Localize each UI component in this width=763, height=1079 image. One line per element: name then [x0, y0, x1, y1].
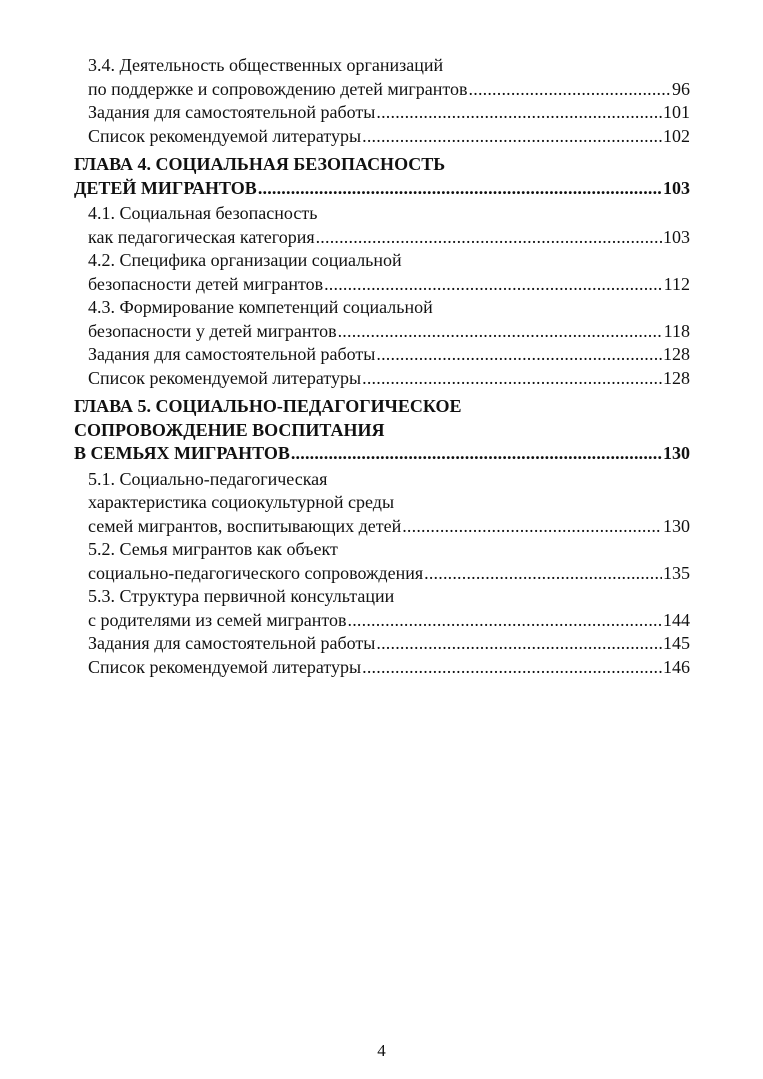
toc-entry — [74, 54, 690, 101]
toc-page-number: 128 — [663, 344, 690, 364]
toc-entry-last-line — [88, 367, 690, 391]
toc-entry-line: 3.4. Деятельность общественных организаций — [88, 55, 444, 75]
dot-leader — [324, 273, 663, 297]
toc-entry-title: семей мигрантов, воспитывающих детей — [88, 515, 402, 536]
toc-page-number: 101 — [663, 102, 690, 122]
toc-entry-last-line — [88, 78, 690, 102]
toc-entry — [74, 585, 690, 632]
dot-leader — [362, 656, 662, 680]
toc-entry-line: 4.2. Специфика организации социальной — [88, 250, 402, 270]
toc-page-number: 146 — [663, 656, 690, 677]
toc-page-number: 130 — [663, 443, 690, 463]
toc-page-number: 128 — [663, 367, 690, 388]
dot-leader — [402, 515, 662, 539]
toc-entry-last-line — [88, 320, 690, 344]
toc-entry-title: Задания для самостоятельной работы — [88, 102, 376, 122]
toc-entry — [74, 538, 690, 585]
toc-entry-title: с родителями из семей мигрантов — [88, 609, 347, 630]
dot-leader — [376, 343, 662, 367]
toc-page-number: 135 — [663, 562, 690, 583]
dot-leader — [376, 101, 662, 125]
toc-entry — [74, 202, 690, 249]
dot-leader — [316, 226, 662, 250]
dot-leader — [469, 78, 671, 102]
toc-entry-title: безопасности детей мигрантов — [88, 273, 324, 294]
dot-leader — [348, 609, 662, 633]
toc-entry-last-line — [88, 656, 690, 680]
toc-entry-title: социально-педагогического сопровождения — [88, 562, 424, 583]
toc-entry-line: ГЛАВА 5. СОЦИАЛЬНО-ПЕДАГОГИЧЕСКОЕ — [74, 396, 462, 416]
toc-entry-last-line — [88, 609, 690, 633]
toc-entry-line: СОПРОВОЖДЕНИЕ ВОСПИТАНИЯ — [74, 419, 385, 440]
toc-entry — [74, 656, 690, 680]
toc-entry-line: 4.3. Формирование компетенций социальной — [88, 297, 433, 317]
toc-entry-title: безопасности у детей мигрантов — [88, 320, 337, 341]
toc-page-number: 103 — [663, 177, 690, 198]
toc-page-number: 144 — [663, 609, 690, 630]
toc-page-number: 112 — [663, 273, 690, 294]
dot-leader — [424, 562, 662, 586]
toc-entry — [74, 343, 690, 367]
toc-page-number: 102 — [663, 125, 690, 146]
toc-entry-line: 5.3. Структура первичной консультации — [88, 586, 395, 606]
toc-entry — [74, 367, 690, 391]
toc-entry-last-line — [74, 442, 690, 466]
toc-entry — [74, 632, 690, 656]
toc-entry-title: Список рекомендуемой литературы — [88, 367, 362, 388]
page-number: 4 — [377, 1041, 386, 1060]
toc-page-number: 145 — [663, 633, 690, 653]
toc-entry-title: ДЕТЕЙ МИГРАНТОВ — [74, 177, 257, 198]
toc-entry-title: В СЕМЬЯХ МИГРАНТОВ — [74, 443, 290, 463]
toc-entry-line: 5.1. Социально-педагогическая — [88, 468, 328, 489]
toc-entry-last-line — [88, 562, 690, 586]
toc-entry-last-line — [74, 177, 690, 201]
toc-entry-last-line — [88, 101, 690, 125]
toc-page-number: 103 — [663, 226, 690, 247]
toc-chapter-entry — [74, 153, 690, 200]
toc-entry — [74, 468, 690, 539]
toc-entry-title: Список рекомендуемой литературы — [88, 656, 362, 677]
toc-entry-title: Задания для самостоятельной работы — [88, 633, 376, 653]
toc-chapter-entry — [74, 395, 690, 466]
dot-leader — [291, 442, 662, 466]
toc-entry-line: характеристика социокультурной среды — [88, 492, 395, 512]
toc-entry-line: ГЛАВА 4. СОЦИАЛЬНАЯ БЕЗОПАСНОСТЬ — [74, 154, 446, 174]
dot-leader — [362, 125, 662, 149]
dot-leader — [338, 320, 663, 344]
toc-entry-last-line — [88, 273, 690, 297]
table-of-contents — [74, 54, 690, 679]
toc-entry — [74, 249, 690, 296]
toc-entry-last-line — [88, 515, 690, 539]
toc-entry-line: 5.2. Семья мигрантов как объект — [88, 539, 338, 559]
toc-entry-title: по поддержке и сопровождению детей мигрантов — [88, 78, 468, 99]
toc-entry-title: Задания для самостоятельной работы — [88, 344, 376, 364]
dot-leader — [376, 632, 662, 656]
toc-entry — [74, 101, 690, 125]
toc-entry-last-line — [88, 125, 690, 149]
toc-entry-last-line — [88, 226, 690, 250]
toc-page-number: 118 — [663, 320, 690, 341]
toc-entry-last-line — [88, 343, 690, 367]
toc-entry — [74, 296, 690, 343]
toc-page-number: 130 — [663, 515, 690, 536]
dot-leader — [362, 367, 662, 391]
toc-entry-title: как педагогическая категория — [88, 226, 315, 247]
toc-page-number: 96 — [672, 78, 690, 99]
toc-entry — [74, 125, 690, 149]
toc-entry-line: 4.1. Социальная безопасность — [88, 203, 318, 223]
toc-entry-last-line — [88, 632, 690, 656]
toc-entry-title: Список рекомендуемой литературы — [88, 125, 362, 146]
dot-leader — [258, 177, 662, 201]
